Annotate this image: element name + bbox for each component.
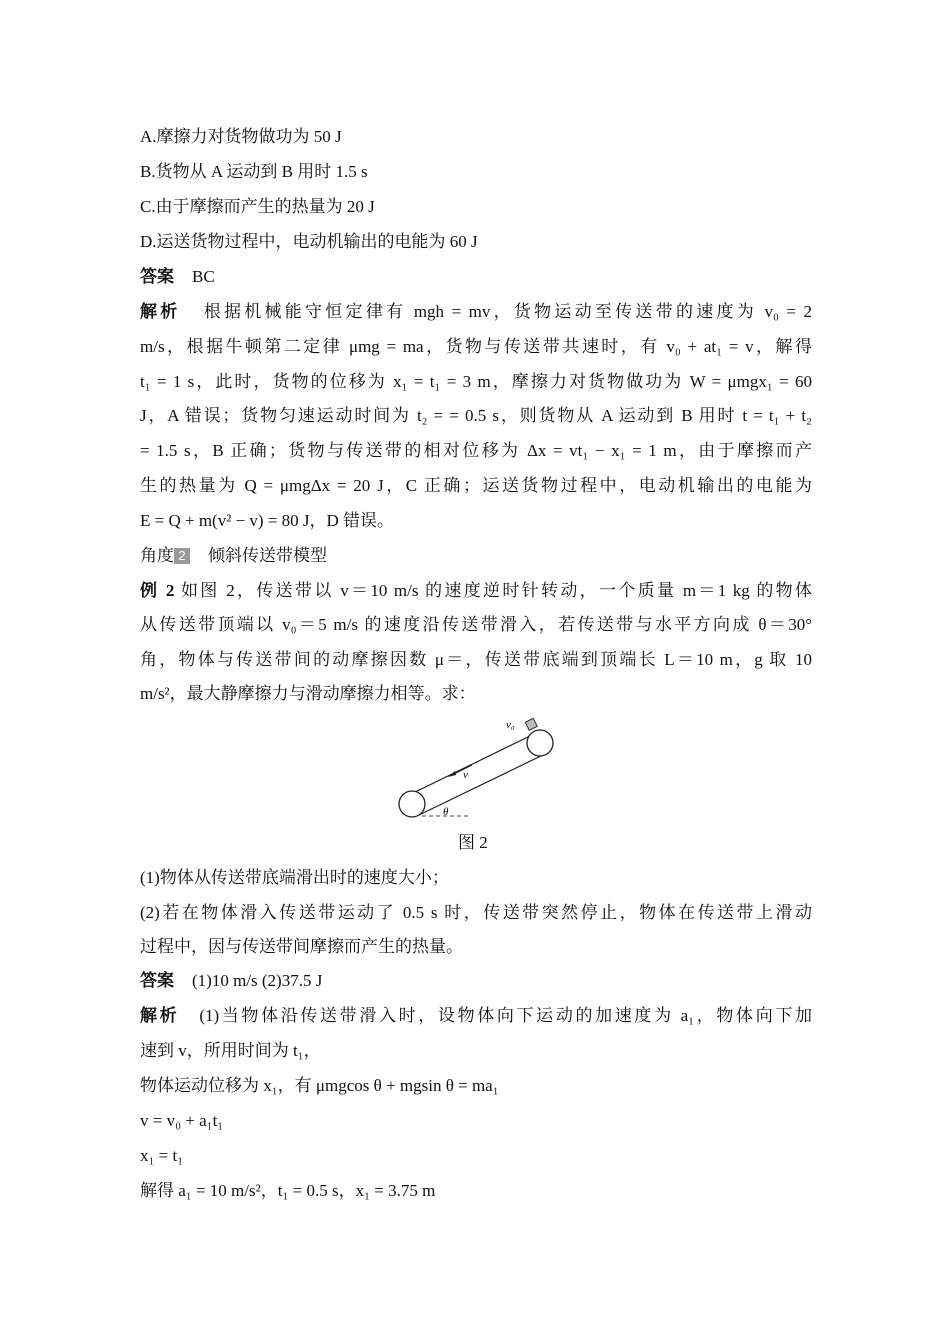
analysis-2-line-3: 物体运动位移为 x₁，有 μmgcos θ + mgsin θ = ma₁ <box>140 1076 499 1095</box>
velocity-arrowhead <box>448 771 456 777</box>
answer-value: BC <box>192 267 215 286</box>
analysis-1-line-1 <box>140 301 812 323</box>
object-block <box>525 718 537 730</box>
v0-label: v₀ <box>506 719 515 731</box>
section-number-badge: 2 <box>174 548 190 564</box>
analysis-1-line-4: J，A 错误；货物匀速运动时间为 t₂ = = 0.5 s，则货物从 A 运动到 B 用时 t = t₁ + t₂ <box>140 406 812 425</box>
analysis-label: 解析 <box>140 1006 180 1025</box>
example-line-3: 角，物体与传送带间的动摩擦因数 μ＝，传送带底端到顶端长 L＝10 m，g 取 10 <box>140 650 812 669</box>
analysis-2-line-4: v = v₀ + a₁t₁ <box>140 1111 224 1130</box>
top-pulley <box>527 730 553 756</box>
answer-1 <box>140 266 812 288</box>
question-2-line-2: 过程中，因与传送带间摩擦而产生的热量。 <box>140 937 463 956</box>
option-a: A.摩擦力对货物做功为 50 J <box>140 127 342 146</box>
option-d: D.运送货物过程中，电动机输出的电能为 60 J <box>140 232 478 251</box>
analysis-1-line-5: = 1.5 s，B 正确；货物与传送带的相对位移为 Δx = vt₁ − x₁ = 1 m，由于摩擦而产 <box>140 441 812 460</box>
answer-value: (1)10 m/s (2)37.5 J <box>192 971 323 990</box>
belt-top-line <box>407 733 536 796</box>
analysis-2-line-1 <box>140 1005 812 1027</box>
v-label: v <box>463 769 468 781</box>
section-title: 倾斜传送带模型 <box>208 546 327 565</box>
example-label: 例 2 <box>140 581 175 600</box>
analysis-2-line-6: 解得 a₁ = 10 m/s²，t₁ = 0.5 s，x₁ = 3.75 m <box>140 1181 436 1200</box>
analysis-2-line-2: 速到 v，所用时间为 t₁， <box>140 1041 321 1060</box>
answer-label: 答案 <box>140 267 174 286</box>
section-heading <box>140 545 812 567</box>
example-line-4: m/s²，最大静摩擦力与滑动摩擦力相等。求： <box>140 684 476 703</box>
theta-label: θ <box>443 806 449 818</box>
analysis-1-text-1: 根据机械能守恒定律有 mgh = mv，货物运动至传送带的速度为 v₀ = 2 <box>200 302 813 321</box>
analysis-1-line-7: E = Q + m(v² − v) = 80 J，D 错误。 <box>140 511 395 530</box>
question-2-line-1: (2)若在物体滑入传送带运动了 0.5 s 时，传送带突然停止，物体在传送带上滑动 <box>140 903 812 922</box>
analysis-2-text-1: (1)当物体沿传送带滑入时，设物体向下运动的加速度为 a₁，物体向下加 <box>199 1006 813 1025</box>
option-c: C.由于摩擦而产生的热量为 20 J <box>140 197 375 216</box>
answer-2 <box>140 970 812 992</box>
answer-label: 答案 <box>140 971 174 990</box>
analysis-2-line-5: x₁ = t₁ <box>140 1146 184 1165</box>
belt-bottom-line <box>419 753 547 815</box>
example-line-2: 从传送带顶端以 v₀＝5 m/s 的速度沿传送带滑入，若传送带与水平方向成 θ＝30° <box>140 615 812 634</box>
example-text-1: 如图 2，传送带以 v＝10 m/s 的速度逆时针转动，一个质量 m＝1 kg 的物体 <box>180 581 813 600</box>
analysis-1-line-3: t₁ = 1 s，此时，货物的位移为 x₁ = t₁ = 3 m，摩擦力对货物做功为 W = μmgx₁ = 60 <box>140 372 812 391</box>
conveyor-figure <box>390 712 560 822</box>
analysis-label: 解析 <box>140 302 181 321</box>
question-1: (1)物体从传送带底端滑出时的速度大小； <box>140 868 449 887</box>
analysis-1-line-2: m/s，根据牛顿第二定律 μmg = ma，货物与传送带共速时，有 v₀ + at₁ = v，解得 <box>140 337 812 356</box>
figure-caption: 图 2 <box>458 833 488 852</box>
section-prefix: 角度 <box>140 546 174 565</box>
option-b: B.货物从 A 运动到 B 用时 1.5 s <box>140 162 368 181</box>
example-line-1 <box>140 580 812 602</box>
bottom-pulley <box>399 791 425 817</box>
analysis-1-line-6: 生的热量为 Q = μmgΔx = 20 J，C 正确；运送货物过程中，电动机输出的电能为 <box>140 476 812 495</box>
